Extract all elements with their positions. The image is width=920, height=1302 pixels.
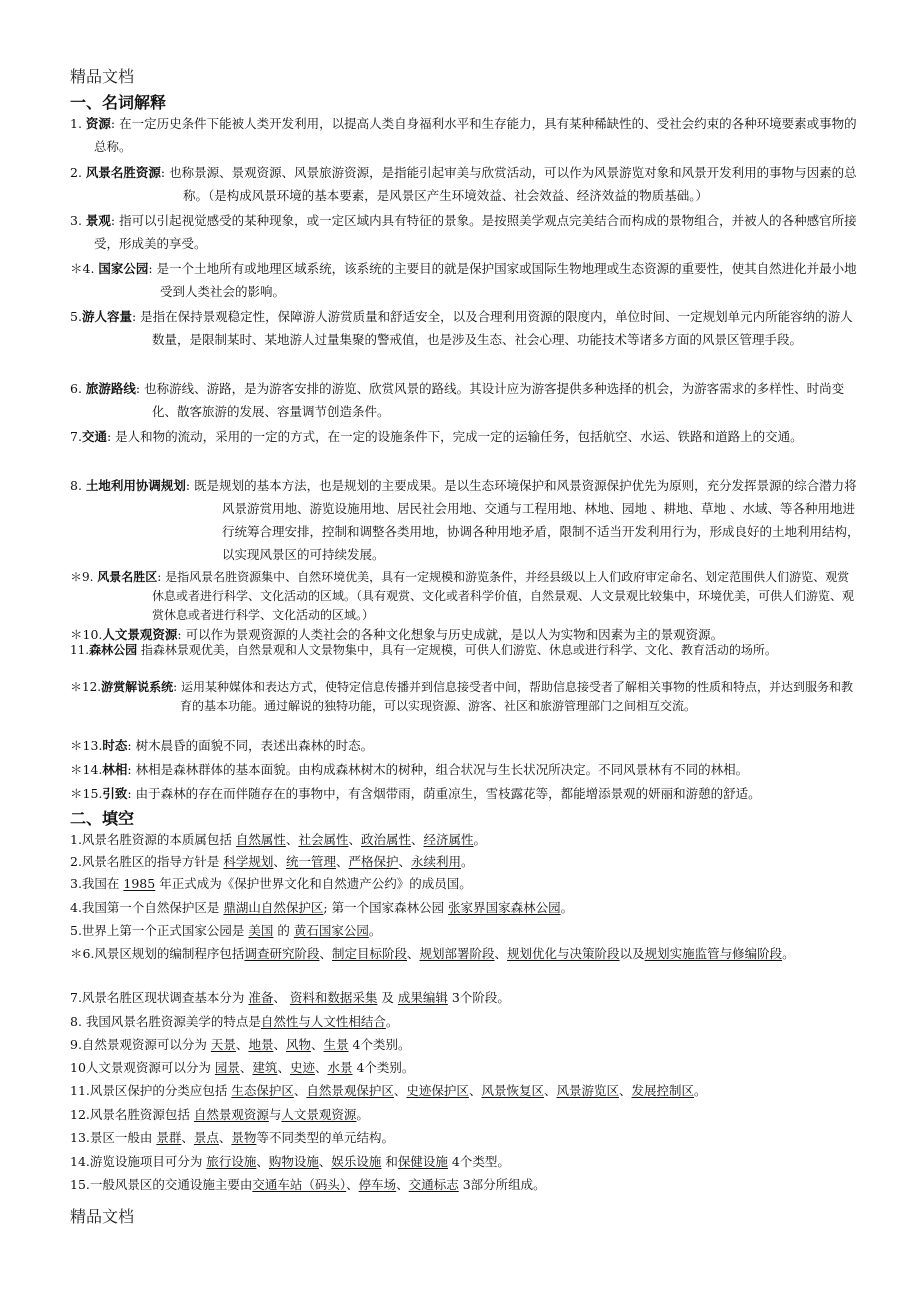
fill-item: 1.风景名胜资源的本质属包括 自然属性、社会属性、政治属性、经济属性。 — [70, 832, 487, 847]
definition-item: 1. 资源: 在一定历史条件下能被人类开发利用，以提高人类自身福利水平和生存能力，具有某种稀缺性的、受社会约束的各种环境要素或事物的总称。 — [70, 116, 857, 154]
fill-item: 8. 我国风景名胜资源美学的特点是自然性与人文性相结合。 — [70, 1014, 399, 1029]
definition-item: 8. 土地利用协调规划: 既是规划的基本方法，也是规划的主要成果。是以生态环境保护和风景资源保护优先为原则，充分发挥景源的综合潜力将风景游赏用地、游览设施用地、居民社会用地、交通与工程用地、林地、园地 、耕地、草地 、水域、等各种用地进行统筹合理安排，控制和调整各类用地，协调各种用地矛盾，限制不适当开发利用行为，形成良好的土地利用结构，以实现风景区的可持续发展。 — [70, 478, 860, 562]
definition-item: ＊10.人文景观资源: 可以作为景观资源的人类社会的各种文化想象与历史成就，是以人为实物和因素为主的景观资源。 — [70, 627, 724, 642]
fill-item: 15.一般风景区的交通设施主要由交通车站（码头）、停车场、交通标志 3部分所组成。 — [70, 1177, 546, 1192]
fill-item: 5.世界上第一个正式国家公园是 美国 的 黄石国家公园。 — [70, 923, 382, 938]
definition-item: 3. 景观: 指可以引起视觉感受的某种现象，或一定区域内具有特征的景象。是按照美学观点完美结合而构成的景物组合，并被人的各种感官所接受，形成美的享受。 — [70, 213, 857, 251]
section-title-definitions: 一、名词解释 — [70, 93, 167, 112]
fill-item: 13.景区一般由 景群、景点、景物等不同类型的单元结构。 — [70, 1130, 394, 1145]
definition-item: 5.游人容量: 是指在保持景观稳定性，保障游人游赏质量和舒适安全，以及合理利用资源的限度内，单位时间、一定规划单元内所能容纳的游人数量，是限制某时、某地游人过量集聚的警戒值，也是涉及生态、社会心理、功能技术等诸多方面的风景区管理手段。 — [70, 309, 853, 347]
definition-item: 11.森林公园 指森林景观优美，自然景观和人文景物集中，具有一定规模，可供人们游览、休息或进行科学、文化、教育活动的场所。 — [70, 643, 777, 657]
fill-item: 10人文景观资源可以分为 园景、建筑、史迹、水景 4个类别。 — [70, 1060, 415, 1075]
page-footer: 精品文档 — [70, 1207, 135, 1226]
definition-item: 7.交通: 是人和物的流动，采用的一定的方式，在一定的设施条件下，完成一定的运输任务，包括航空、水运、铁路和道路上的交通。 — [70, 429, 803, 444]
fill-item: ＊6.风景区规划的编制程序包括调查研究阶段、制定目标阶段、规划部署阶段、规划优化与决策阶段以及规划实施监管与修编阶段。 — [70, 946, 795, 961]
fill-item: 12.风景名胜资源包括 自然景观资源与人文景观资源。 — [70, 1107, 369, 1122]
fill-item: 7.风景名胜区现状调查基本分为 准备、 资料和数据采集 及 成果编辑 3个阶段。 — [70, 990, 510, 1005]
fill-item: 11.风景区保护的分类应包括 生态保护区、自然景观保护区、史迹保护区、风景恢复区、风景游览区、发展控制区。 — [70, 1083, 707, 1098]
definition-item: 2. 风景名胜资源: 也称景源、景观资源、风景旅游资源，是指能引起审美与欣赏活动，可以作为风景游览对象和风景开发利用的事物与因素的总称。（是构成风景环境的基本要素，是风景区产生环境效益、社会效益、经济效益的物质基础。） — [70, 165, 857, 203]
definition-item: 6. 旅游路线: 也称游线、游路，是为游客安排的游览、欣赏风景的路线。其设计应为游客提供多种选择的机会，为游客需求的多样性、时尚变化、散客旅游的发展、容量调节创造条件。 — [70, 381, 845, 419]
fill-item: 14.游览设施项目可分为 旅行设施、购物设施、娱乐设施 和保健设施 4个类型。 — [70, 1154, 510, 1169]
definition-item: ＊13.时态: 树木晨昏的面貌不同，表述出森林的时态。 — [70, 738, 374, 753]
definition-item: ＊9. 风景名胜区: 是指风景名胜资源集中、自然环境优美，具有一定规模和游览条件，并经县级以上人们政府审定命名、划定范围供人们游览、观赏休息或者进行科学、文化活动的区域。（具有观赏、文化或者科学价值，自然景观、人文景观比较集中，环境优美，可供人们游览、观赏休息或者进行科学、文化活动的区域。） — [70, 570, 855, 622]
definition-item: ＊14.林相: 林相是森林群体的基本面貌。由构成森林树木的树种，组合状况与生长状况所决定。不同风景林有不同的林相。 — [70, 762, 749, 777]
fill-item: 4.我国第一个自然保护区是 鼎湖山自然保护区; 第一个国家森林公园 张家界国家森林公园。 — [70, 900, 574, 915]
section-title-fill-in: 二、填空 — [70, 809, 135, 828]
fill-item: 2.风景名胜区的指导方针是 科学规划、统一管理、严格保护、永续利用。 — [70, 854, 474, 869]
definition-item: ＊4. 国家公园: 是一个土地所有或地理区域系统，该系统的主要目的就是保护国家或国际生物地理或生态资源的重要性，使其自然进化并最小地受到人类社会的影响。 — [70, 261, 857, 299]
definition-item: ＊12.游赏解说系统: 运用某种媒体和表达方式，使特定信息传播并到信息接受者中间，帮助信息接受者了解相关事物的性质和特点，并达到服务和教育的基本功能。通过解说的独特功能，可以实现资源、游客、社区和旅游管理部门之间相互交流。 — [70, 680, 853, 713]
fill-item: 3.我国在 1985 年正式成为《保护世界文化和自然遗产公约》的成员国。 — [70, 876, 472, 891]
definition-item: ＊15.引致: 由于森林的存在而伴随存在的事物中，有含烟带雨，荫重凉生，雪枝露花等，都能增添景观的妍丽和游憩的舒适。 — [70, 786, 761, 801]
page-header: 精品文档 — [70, 67, 135, 86]
fill-item: 9.自然景观资源可以分为 天景、地景、风物、生景 4个类别。 — [70, 1037, 411, 1052]
